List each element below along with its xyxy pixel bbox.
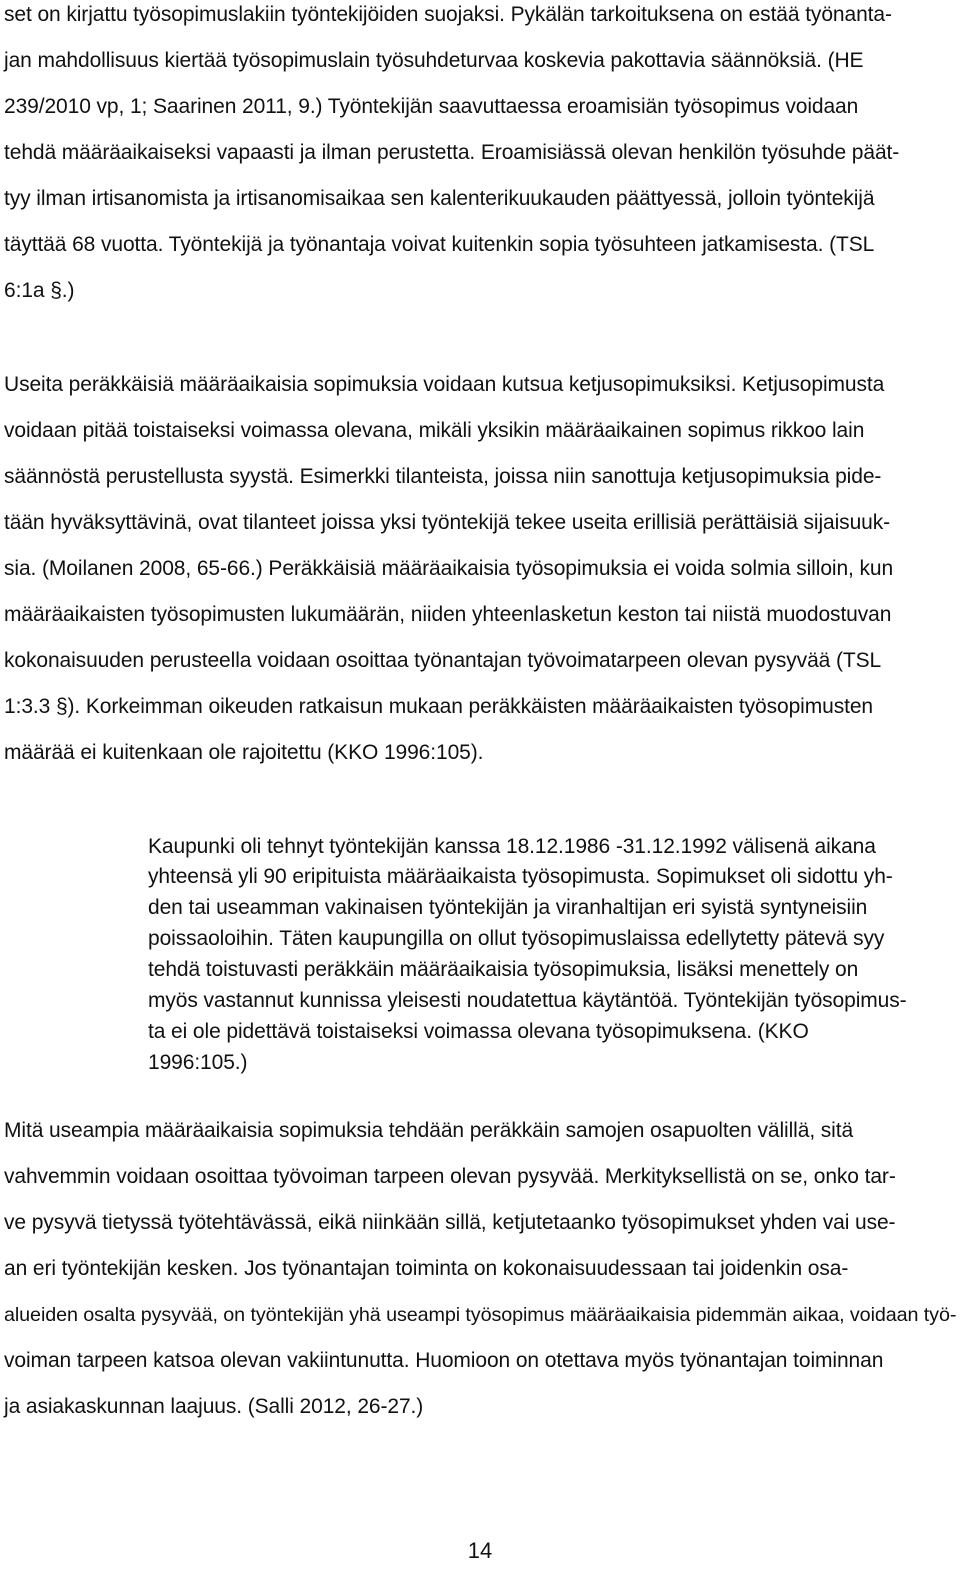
paragraph-3-line-1: Mitä useampia määräaikaisia sopimuksia tehdään peräkkäin samojen osapuolten välillä, sitä (4, 1119, 854, 1142)
paragraph-3-line-6: voiman tarpeen katsoa olevan vakiintunutta. Huomioon on otettava myös työnantajan toiminnan (4, 1349, 884, 1372)
case-quote-line-1: Kaupunki oli tehnyt työntekijän kanssa 18.12.1986 -31.12.1992 välisenä aikana (148, 835, 876, 858)
paragraph-1-line-1: set on kirjattu työsopimuslakiin työntekijöiden suojaksi. Pykälän tarkoituksena on estää työnanta- (4, 3, 892, 26)
case-quote-line-3: den tai useamman vakinaisen työntekijän ja viranhaltijan eri syistä syntyneisiin (148, 896, 868, 919)
paragraph-2-line-4: tään hyväksyttävinä, ovat tilanteet joissa yksi työntekijä tekee useita erillisiä perättäisiä sijaisuuk- (4, 511, 891, 534)
paragraph-2-line-6: määräaikaisten työsopimusten lukumäärän, niiden yhteenlasketun keston tai niistä muodostuvan (4, 603, 892, 626)
paragraph-3-line-7: ja asiakaskunnan laajuus. (Salli 2012, 26-27.) (4, 1395, 424, 1418)
page-number: 14 (467, 1538, 493, 1563)
paragraph-2-line-1: Useita peräkkäisiä määräaikaisia sopimuksia voidaan kutsua ketjusopimuksiksi. Ketjusopimusta (4, 373, 885, 396)
paragraph-2-line-3: säännöstä perustellusta syystä. Esimerkki tilanteista, joissa niin sanottuja ketjusopimuksia pide- (4, 465, 882, 488)
case-quote-line-6: myös vastannut kunnissa yleisesti noudatettua käytäntöä. Työntekijän työsopimus- (148, 989, 907, 1012)
paragraph-1-line-4: tehdä määräaikaiseksi vapaasti ja ilman perustetta. Eroamisiässä olevan henkilön työsuhde päät- (4, 141, 900, 164)
paragraph-1-line-6: täyttää 68 vuotta. Työntekijä ja työnantaja voivat kuitenkin sopia työsuhteen jatkamisesta. (TSL (4, 233, 875, 256)
case-quote-line-8: 1996:105.) (148, 1051, 248, 1074)
paragraph-1-line-3: 239/2010 vp, 1; Saarinen 2011, 9.) Työntekijän saavuttaessa eroamisiän työsopimus voidaan (4, 95, 859, 118)
paragraph-1-line-7: 6:1a §.) (4, 279, 75, 302)
paragraph-2-line-8: 1:3.3 §). Korkeimman oikeuden ratkaisun mukaan peräkkäisten määräaikaisten työsopimusten (4, 695, 873, 718)
paragraph-2-line-5: sia. (Moilanen 2008, 65-66.) Peräkkäisiä määräaikaisia työsopimuksia ei voida solmia silloin, kun (4, 557, 894, 580)
case-quote-line-4: poissaoloihin. Täten kaupungilla on ollut työsopimuslaissa edellytetty pätevä syy (148, 927, 885, 950)
paragraph-3-line-3: ve pysyvä tietyssä työtehtävässä, eikä niinkään sillä, ketjutetaanko työsopimukset yhden vai use- (4, 1211, 896, 1234)
case-quote-line-2: yhteensä yli 90 eripituista määräaikaista työsopimusta. Sopimukset oli sidottu yh- (148, 865, 893, 888)
paragraph-3-line-5: alueiden osalta pysyvää, on työntekijän yhä useampi työsopimus määräaikaisia pidemmän aikaa, voidaan työ- (4, 1304, 957, 1326)
paragraph-1-line-2: jan mahdollisuus kiertää työsopimuslain työsuhdeturvaa koskevia pakottavia säännöksiä. (HE (4, 49, 864, 72)
paragraph-3-line-2: vahvemmin voidaan osoittaa työvoiman tarpeen olevan pysyvää. Merkityksellistä on se, onko tar- (4, 1165, 896, 1188)
paragraph-2-line-9: määrää ei kuitenkaan ole rajoitettu (KKO 1996:105). (4, 741, 484, 764)
paragraph-2-line-2: voidaan pitää toistaiseksi voimassa olevana, mikäli yksikin määräaikainen sopimus rikkoo lain (4, 419, 865, 442)
case-quote-line-5: tehdä toistuvasti peräkkäin määräaikaisia työsopimuksia, lisäksi menettely on (148, 958, 859, 981)
case-quote-line-7: ta ei ole pidettävä toistaiseksi voimassa olevana työsopimuksena. (KKO (148, 1020, 809, 1043)
paragraph-1-line-5: tyy ilman irtisanomista ja irtisanomisaikaa sen kalenterikuukauden päättyessä, jolloin työntekijä (4, 187, 875, 210)
paragraph-3-line-4: an eri työntekijän kesken. Jos työnantajan toiminta on kokonaisuudessaan tai joidenkin osa- (4, 1257, 849, 1280)
paragraph-2-line-7: kokonaisuuden perusteella voidaan osoittaa työnantajan työvoimatarpeen olevan pysyvää (TSL (4, 649, 882, 672)
